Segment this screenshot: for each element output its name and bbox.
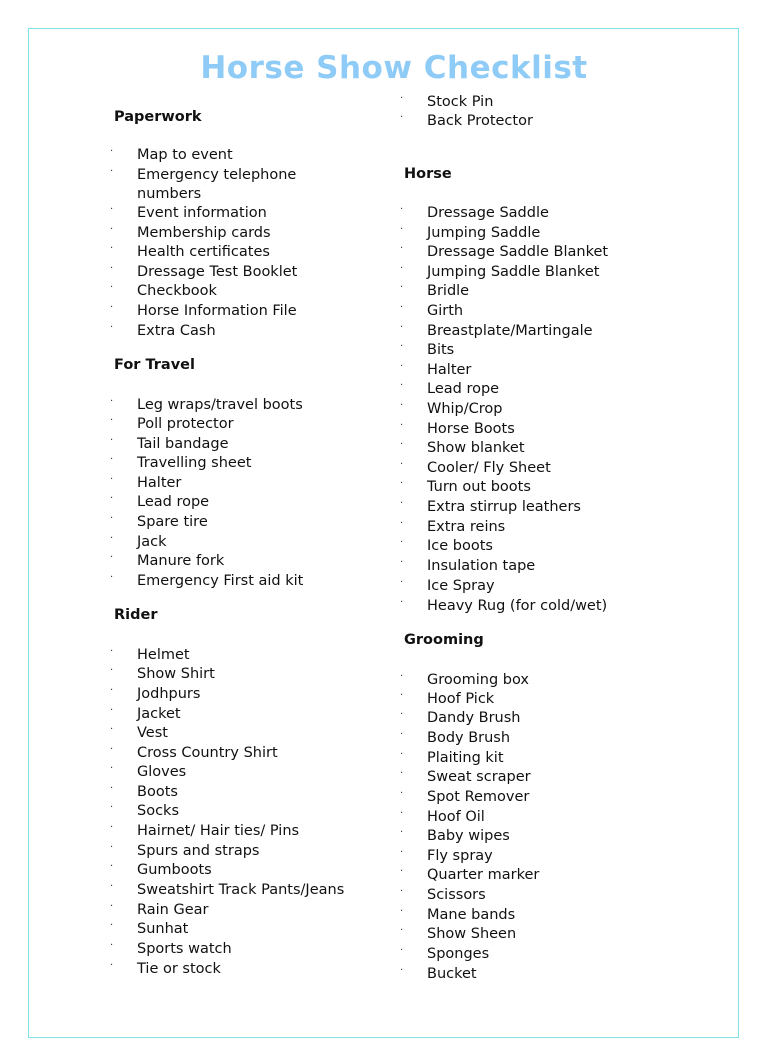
bullet-dot-icon: ·: [110, 802, 114, 813]
bullet-dot-icon: ·: [110, 763, 114, 774]
bullet-dot-icon: ·: [110, 146, 114, 157]
bullet-dot-icon: ·: [400, 478, 404, 489]
checklist-item-label: Sports watch: [137, 941, 232, 957]
checklist-item-label: Spurs and straps: [137, 843, 260, 859]
bullet-dot-icon: ·: [400, 671, 404, 682]
bullet-dot-icon: ·: [400, 808, 404, 819]
bullet-dot-icon: ·: [110, 901, 114, 912]
checklist-item-label: Insulation tape: [427, 558, 536, 574]
checklist-item-label: Dressage Saddle: [427, 205, 549, 221]
bullet-dot-icon: ·: [110, 302, 114, 313]
checklist-item-label: Quarter marker: [427, 867, 540, 883]
checklist-item-label: Sunhat: [137, 921, 189, 937]
bullet-dot-icon: ·: [400, 112, 404, 123]
bullet-dot-icon: ·: [110, 705, 114, 716]
bullet-dot-icon: ·: [110, 282, 114, 293]
checklist-item-label: Jack: [137, 534, 167, 550]
checklist-item-label: Horse Information File: [137, 303, 297, 319]
checklist-item-label: Hoof Pick: [427, 691, 495, 707]
bullet-dot-icon: ·: [110, 552, 114, 563]
bullet-dot-icon: ·: [400, 577, 404, 588]
bullet-dot-icon: ·: [400, 459, 404, 470]
checklist-item-label: Body Brush: [427, 730, 511, 746]
bullet-dot-icon: ·: [110, 842, 114, 853]
bullet-dot-icon: ·: [110, 665, 114, 676]
bullet-dot-icon: ·: [400, 420, 404, 431]
checklist-item-label: Leg wraps/travel boots: [137, 397, 303, 413]
bullet-dot-icon: ·: [110, 783, 114, 794]
checklist-item-label: Helmet: [137, 647, 190, 663]
checklist-item-label: Jodhpurs: [137, 686, 201, 702]
bullet-dot-icon: ·: [110, 263, 114, 274]
checklist-item-label: Socks: [137, 803, 179, 819]
checklist-item-label: Bits: [427, 342, 455, 358]
checklist-item-label: Show blanket: [427, 440, 525, 456]
checklist-item-label: Dandy Brush: [427, 710, 521, 726]
bullet-dot-icon: ·: [110, 166, 114, 177]
checklist-item-label: Cooler/ Fly Sheet: [427, 460, 551, 476]
bullet-dot-icon: ·: [110, 224, 114, 235]
checklist-item-label: Dressage Test Booklet: [137, 264, 298, 280]
bullet-dot-icon: ·: [400, 690, 404, 701]
checklist-item-label: Jumping Saddle: [427, 225, 541, 241]
section-heading: Grooming: [404, 632, 484, 648]
checklist-item-label: Emergency telephone numbers: [137, 167, 297, 202]
checklist-item-label: Stock Pin: [427, 94, 494, 110]
checklist-item-label: Hairnet/ Hair ties/ Pins: [137, 823, 300, 839]
bullet-dot-icon: ·: [400, 709, 404, 720]
checklist-item-label: Sponges: [427, 946, 490, 962]
bullet-dot-icon: ·: [110, 940, 114, 951]
bullet-dot-icon: ·: [110, 474, 114, 485]
checklist-item-label: Whip/Crop: [427, 401, 503, 417]
bullet-dot-icon: ·: [400, 400, 404, 411]
bullet-dot-icon: ·: [400, 243, 404, 254]
checklist-item-label: Fly spray: [427, 848, 493, 864]
bullet-dot-icon: ·: [110, 881, 114, 892]
checklist-item-label: Plaiting kit: [427, 750, 504, 766]
checklist-item-label: Rain Gear: [137, 902, 209, 918]
checklist-item-label: Halter: [137, 475, 182, 491]
checklist-item-label: Girth: [427, 303, 464, 319]
bullet-dot-icon: ·: [400, 341, 404, 352]
bullet-dot-icon: ·: [110, 396, 114, 407]
bullet-dot-icon: ·: [400, 361, 404, 372]
checklist-item-label: Extra stirrup leathers: [427, 499, 581, 515]
bullet-dot-icon: ·: [400, 768, 404, 779]
checklist-item-label: Mane bands: [427, 907, 516, 923]
checklist-item-label: Horse Boots: [427, 421, 515, 437]
bullet-dot-icon: ·: [110, 861, 114, 872]
checklist-item-label: Show Sheen: [427, 926, 517, 942]
bullet-dot-icon: ·: [400, 906, 404, 917]
checklist-item-label: Ice boots: [427, 538, 493, 554]
bullet-dot-icon: ·: [400, 925, 404, 936]
checklist-item-label: Tail bandage: [137, 436, 229, 452]
checklist-item-label: Gloves: [137, 764, 187, 780]
checklist-item-label: Breastplate/Martingale: [427, 323, 593, 339]
checklist-item-label: Extra reins: [427, 519, 506, 535]
bullet-dot-icon: ·: [400, 498, 404, 509]
checklist-item-label: Spot Remover: [427, 789, 530, 805]
bullet-dot-icon: ·: [400, 557, 404, 568]
bullet-dot-icon: ·: [110, 724, 114, 735]
section-heading: Horse: [404, 166, 452, 182]
checklist-item-label: Jacket: [137, 706, 181, 722]
checklist-item-label: Gumboots: [137, 862, 212, 878]
bullet-dot-icon: ·: [400, 866, 404, 877]
bullet-dot-icon: ·: [400, 302, 404, 313]
checklist-item-label: Baby wipes: [427, 828, 510, 844]
checklist-item-label: Bucket: [427, 966, 477, 982]
bullet-dot-icon: ·: [400, 282, 404, 293]
bullet-dot-icon: ·: [400, 322, 404, 333]
checklist-item-label: Poll protector: [137, 416, 234, 432]
bullet-dot-icon: ·: [110, 435, 114, 446]
bullet-dot-icon: ·: [110, 415, 114, 426]
bullet-dot-icon: ·: [110, 204, 114, 215]
checklist-item-label: Bridle: [427, 283, 470, 299]
checklist-item-label: Turn out boots: [427, 479, 531, 495]
bullet-dot-icon: ·: [400, 439, 404, 450]
bullet-dot-icon: ·: [400, 749, 404, 760]
bullet-dot-icon: ·: [110, 493, 114, 504]
checklist-item-label: Grooming box: [427, 672, 529, 688]
bullet-dot-icon: ·: [110, 454, 114, 465]
section-heading: Rider: [114, 607, 158, 623]
section-heading: Paperwork: [114, 109, 202, 125]
bullet-dot-icon: ·: [400, 93, 404, 104]
bullet-dot-icon: ·: [400, 847, 404, 858]
bullet-dot-icon: ·: [400, 965, 404, 976]
checklist-item-label: Tie or stock: [137, 961, 221, 977]
checklist-item-label: Boots: [137, 784, 178, 800]
bullet-dot-icon: ·: [400, 788, 404, 799]
checklist-item-label: Cross Country Shirt: [137, 745, 278, 761]
bullet-dot-icon: ·: [400, 204, 404, 215]
bullet-dot-icon: ·: [400, 224, 404, 235]
bullet-dot-icon: ·: [400, 827, 404, 838]
bullet-dot-icon: ·: [400, 518, 404, 529]
checklist-item-label: Scissors: [427, 887, 486, 903]
bullet-dot-icon: ·: [400, 537, 404, 548]
bullet-dot-icon: ·: [110, 243, 114, 254]
checklist-item-label: Travelling sheet: [137, 455, 252, 471]
checklist-item-label: Show Shirt: [137, 666, 215, 682]
checklist-item-label: Hoof Oil: [427, 809, 485, 825]
checklist-item-label: Lead rope: [427, 381, 500, 397]
checklist-item-label: Event information: [137, 205, 267, 221]
bullet-dot-icon: ·: [110, 322, 114, 333]
bullet-dot-icon: ·: [110, 920, 114, 931]
bullet-dot-icon: ·: [110, 822, 114, 833]
checklist-item-label: Spare tire: [137, 514, 208, 530]
bullet-dot-icon: ·: [110, 744, 114, 755]
bullet-dot-icon: ·: [400, 729, 404, 740]
bullet-dot-icon: ·: [110, 646, 114, 657]
checklist-item-label: Membership cards: [137, 225, 271, 241]
checklist-item-label: Lead rope: [137, 494, 210, 510]
checklist-item-label: Vest: [137, 725, 168, 741]
section-heading: For Travel: [114, 357, 195, 373]
checklist-item-label: Extra Cash: [137, 323, 216, 339]
bullet-dot-icon: ·: [400, 945, 404, 956]
bullet-dot-icon: ·: [110, 960, 114, 971]
checklist-item-label: Map to event: [137, 147, 233, 163]
bullet-dot-icon: ·: [110, 572, 114, 583]
checklist-item-label: Emergency First aid kit: [137, 573, 304, 589]
bullet-dot-icon: ·: [400, 263, 404, 274]
bullet-dot-icon: ·: [110, 533, 114, 544]
checklist-item-label: Checkbook: [137, 283, 217, 299]
bullet-dot-icon: ·: [110, 513, 114, 524]
checklist-item-label: Sweatshirt Track Pants/Jeans: [137, 882, 345, 898]
bullet-dot-icon: ·: [400, 886, 404, 897]
checklist-item-label: Halter: [427, 362, 472, 378]
checklist-item-label: Back Protector: [427, 113, 533, 129]
checklist-item-label: Dressage Saddle Blanket: [427, 244, 609, 260]
checklist-item-label: Ice Spray: [427, 578, 495, 594]
bullet-dot-icon: ·: [400, 597, 404, 608]
checklist-item-label: Heavy Rug (for cold/wet): [427, 598, 608, 614]
bullet-dot-icon: ·: [110, 685, 114, 696]
checklist-item-label: Jumping Saddle Blanket: [427, 264, 600, 280]
page-title: Horse Show Checklist: [200, 50, 588, 86]
checklist-item-label: Manure fork: [137, 553, 225, 569]
checklist-item-label: Sweat scraper: [427, 769, 531, 785]
checklist-item-label: Health certificates: [137, 244, 270, 260]
bullet-dot-icon: ·: [400, 380, 404, 391]
